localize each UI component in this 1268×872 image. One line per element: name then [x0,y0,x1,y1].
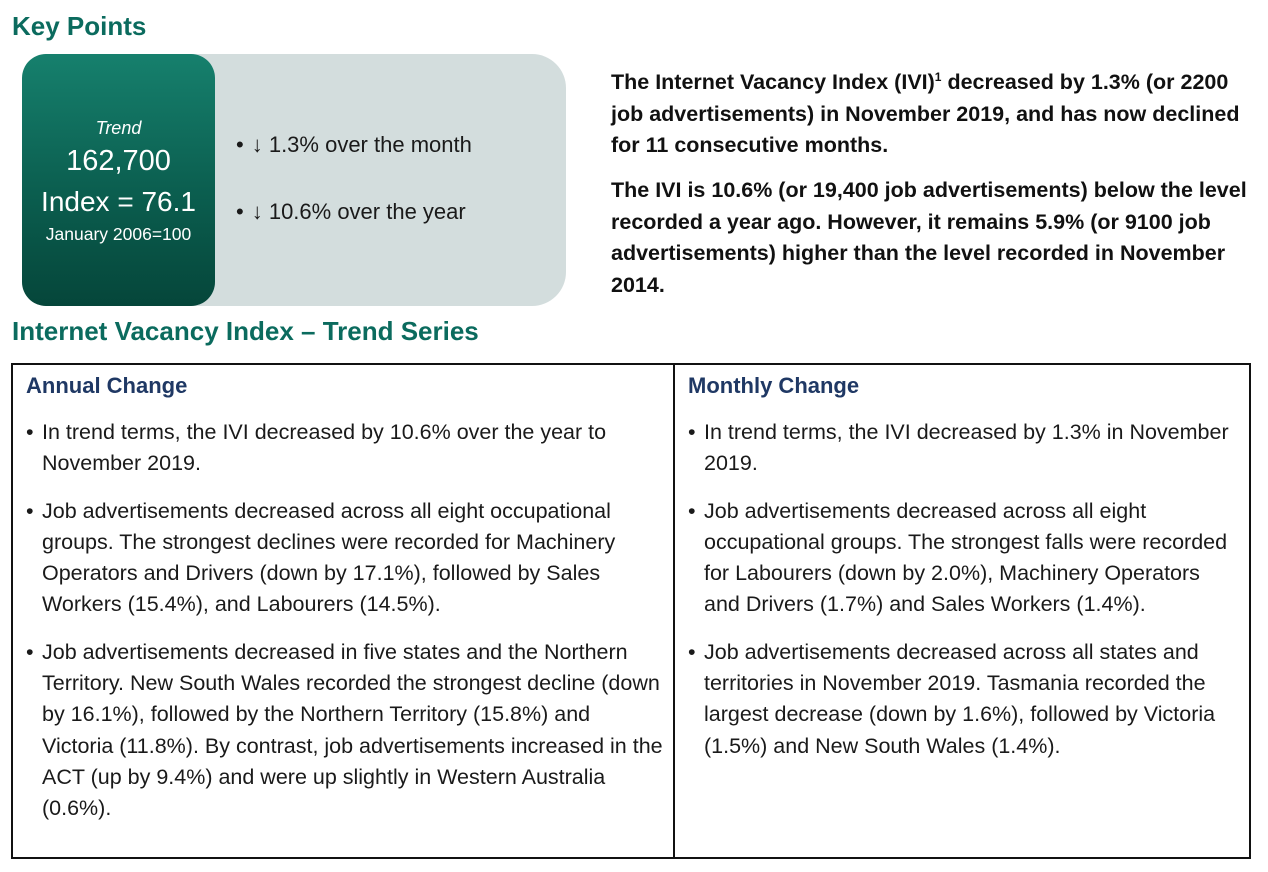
bullet-dot: • [26,639,34,664]
headline-paragraph: The IVI is 10.6% (or 19,400 job advertisements) below the level recorded a year ago. However, it remains 5.9% (or 9100 job advertisements) higher than the level recorded in November 2014. [611,178,1247,297]
trend-index: Index = 76.1 [41,186,196,217]
down-arrow-icon: ↓ [251,132,263,157]
headline-text: The Internet Vacancy Index (IVI) [611,70,935,94]
bullet-text: Job advertisements decreased across all states and territories in November 2019. Tasmania recorded the largest decrease (down by 1.6%), followed by Victoria (1.5%) and New South Wales (1.4%). [704,639,1216,758]
bullet-text: In trend terms, the IVI decreased by 10.6% over the year to November 2019. [42,420,607,476]
monthly-change-title: Monthly Change [688,373,860,398]
bullet-dot: • [688,420,696,444]
bullet-text: Job advertisements decreased across all eight occupational groups. The strongest falls were recorded for Labourers (down by 2.0%), Machinery Operators and Drivers (1.7%) and Sales Workers (1.4%). [704,498,1228,617]
annual-change-column [13,365,675,857]
annual-bullet-list [26,417,665,841]
trend-value: 162,700 [66,145,171,177]
bullet-text: Job advertisements decreased across all eight occupational groups. The strongest declines were recorded for Machinery Operators and Drivers (down by 17.1%), followed by Sales Workers (15.4%), and Labourers (14.5%). [42,498,616,617]
summary-panel [22,54,566,306]
trend-label: Trend [95,118,142,138]
monthly-change-column [675,365,1249,857]
footnote-marker: 1 [934,69,942,84]
change-text: 10.6% over the year [268,199,466,224]
key-points-heading: Key Points [12,11,147,41]
change-text: 1.3% over the month [268,132,472,157]
list-item [26,417,665,480]
change-table [11,363,1251,859]
bullet-dot: • [688,498,696,523]
annual-change-title: Annual Change [26,373,188,398]
monthly-change-item [236,132,472,158]
trend-base: January 2006=100 [45,224,192,244]
bullet-dot: • [236,199,244,224]
list-item [688,637,1241,762]
bullet-dot: • [236,132,244,157]
bullet-text: Job advertisements decreased in five states and the Northern Territory. New South Wales recorded the strongest decline (down by 16.1%), followed by the Northern Territory (15.8%) and Victoria (11.8%). By contrast, job advertisements increased in the ACT (up by 9.4%) and were up slightly in Western Australia (0.6%). [42,639,663,821]
bullet-dot: • [688,639,696,664]
headline-paragraph [611,67,1251,162]
annual-change-item [236,199,466,225]
bullet-dot: • [26,420,34,444]
list-item [688,417,1241,480]
list-item [26,496,665,621]
down-arrow-icon: ↓ [251,199,263,224]
list-item [688,496,1241,621]
bullet-dot: • [26,498,34,523]
trend-series-heading: Internet Vacancy Index – Trend Series [12,316,479,346]
headline-text: decreased by 1.3% (or 2200 job advertisements) in November 2019, and has now declined for 11 consecutive months. [611,70,1240,157]
monthly-bullet-list [688,417,1241,778]
bullet-text: In trend terms, the IVI decreased by 1.3% in November 2019. [704,420,1229,476]
list-item [26,637,665,825]
trend-card [22,54,215,306]
